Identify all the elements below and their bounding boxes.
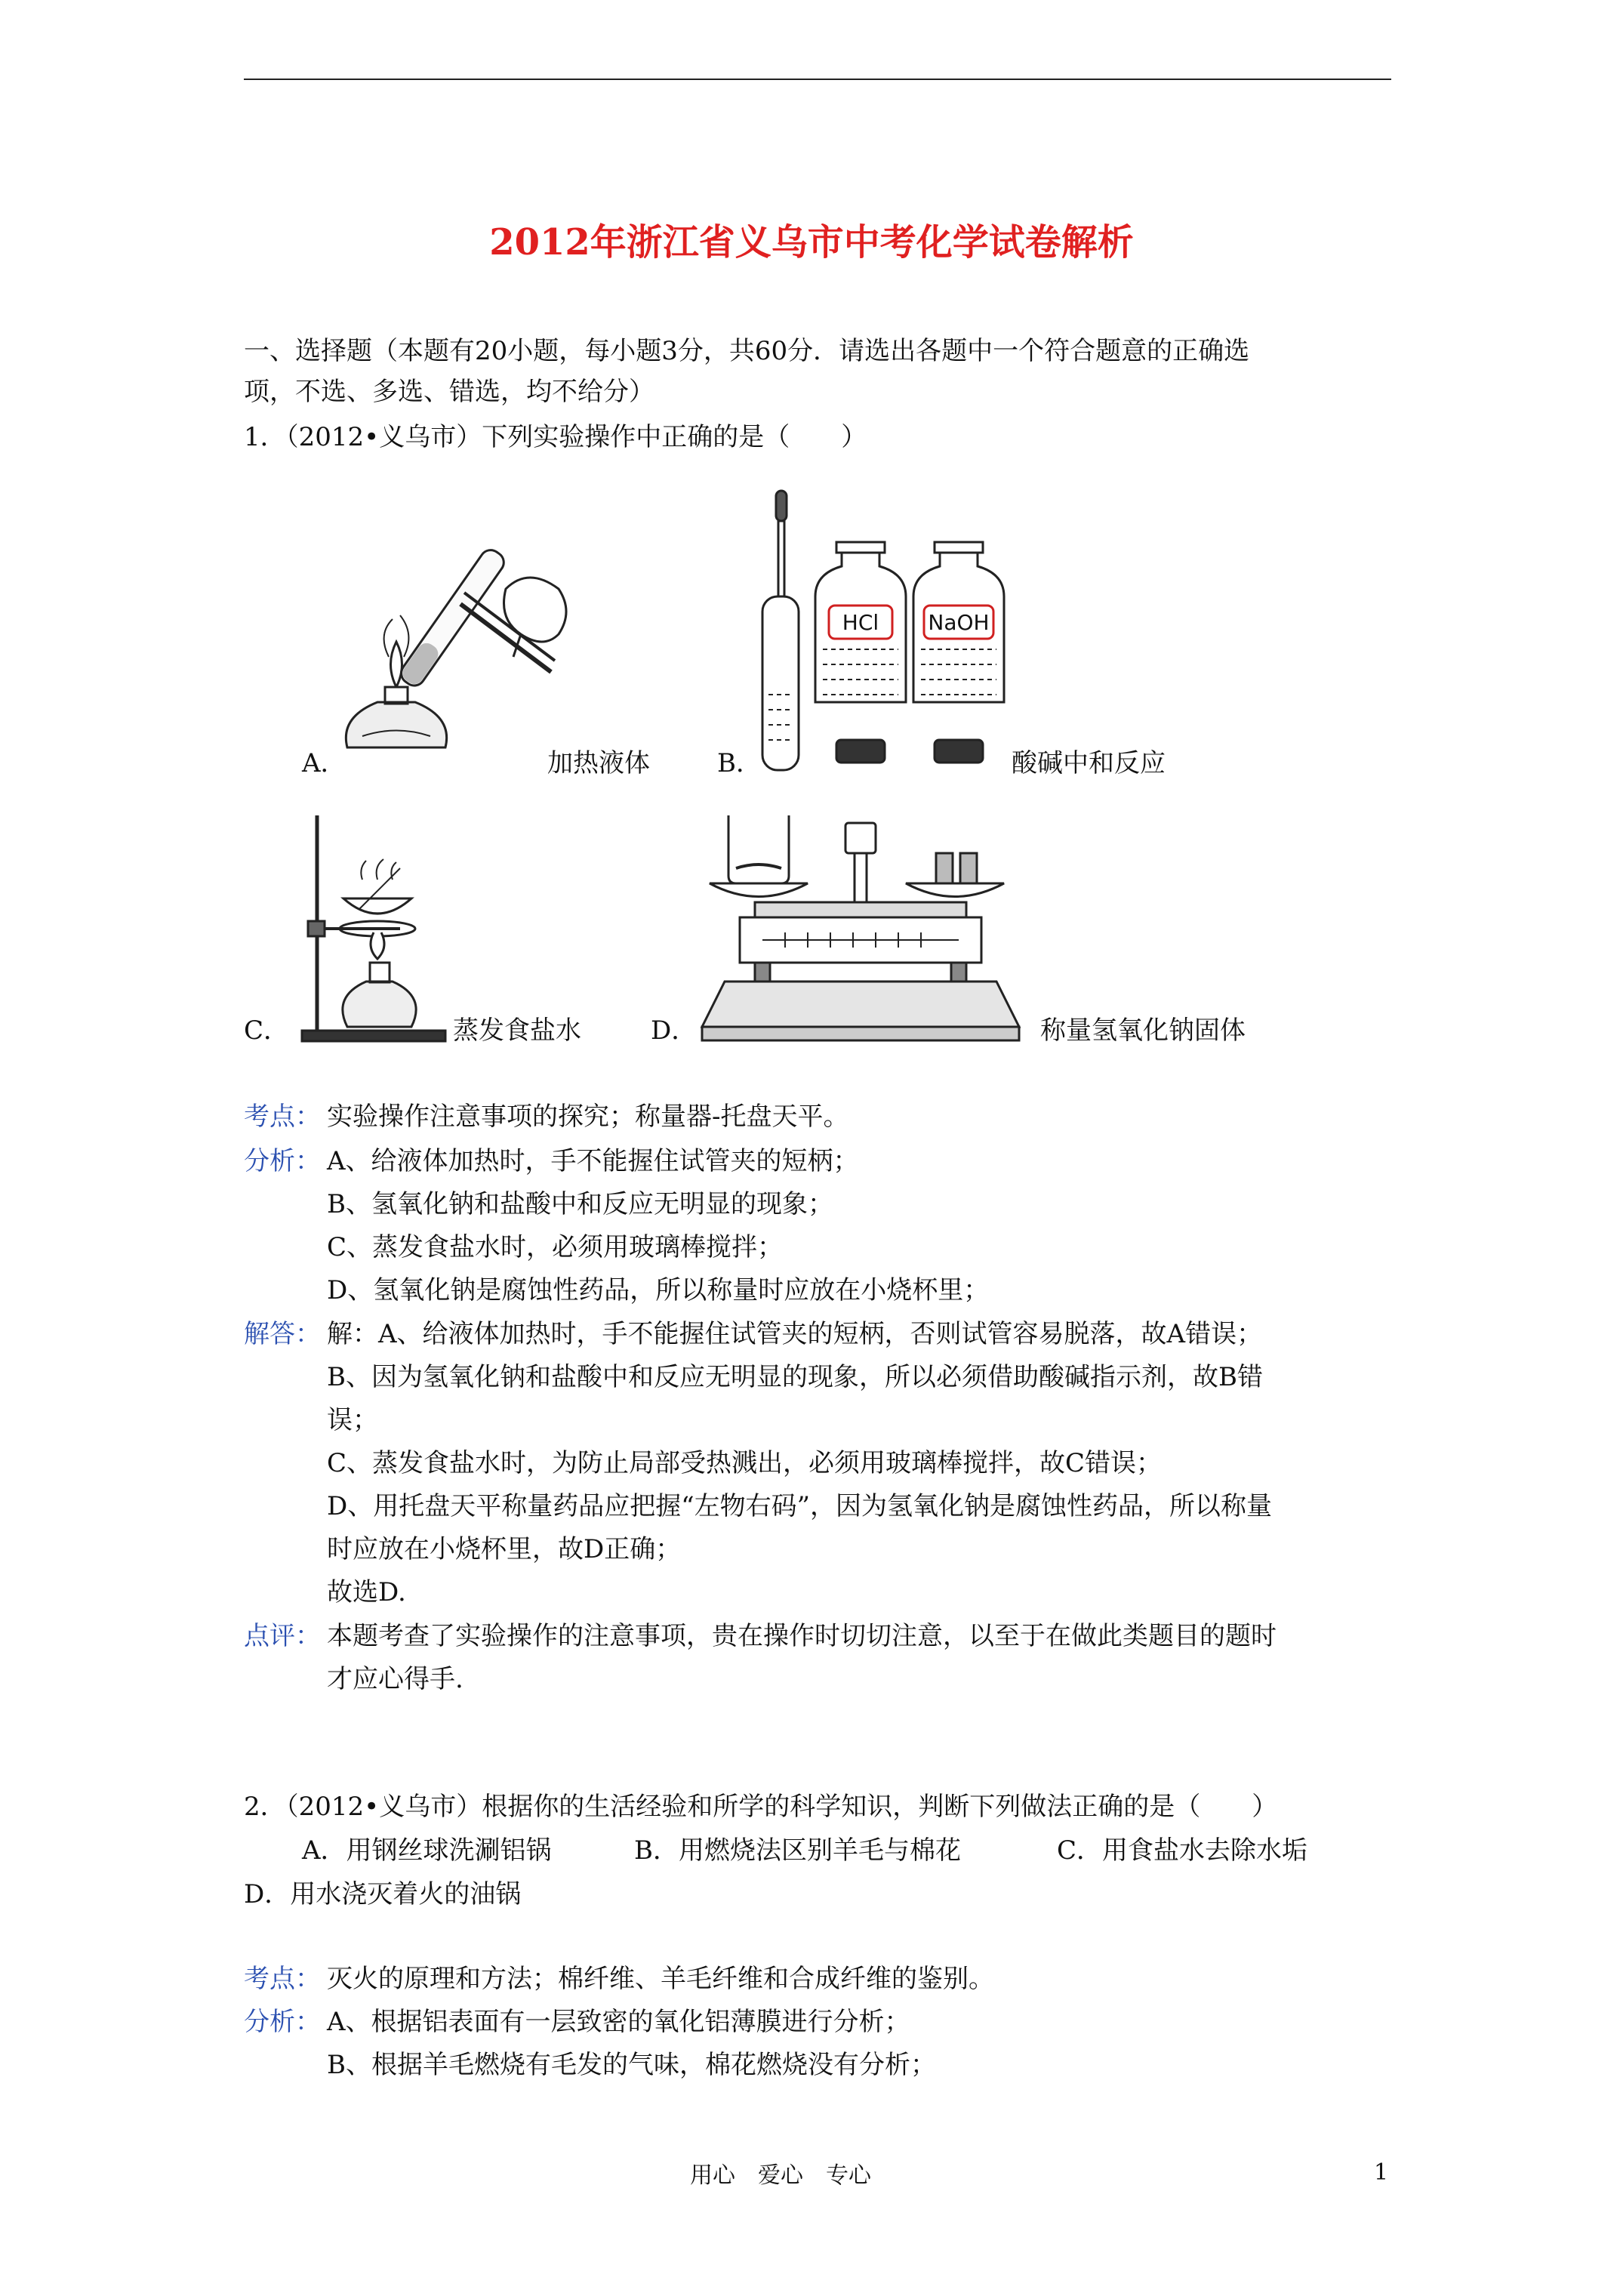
q1-fenxi-label: 分析： bbox=[244, 1146, 321, 1176]
q2-fenxi-line: B、根据羊毛燃烧有毛发的气味，棉花燃烧没有分析； bbox=[327, 2050, 936, 2080]
bottle-label-hcl: HCl bbox=[842, 610, 879, 635]
q2-kaodian-text: 灭火的原理和方法；棉纤维、羊毛纤维和合成纤维的鉴别。 bbox=[327, 1964, 994, 1994]
figure-c-evaporation bbox=[287, 808, 453, 1049]
q1-jieda-line: 误； bbox=[327, 1405, 378, 1435]
q2-option-b: B．用燃烧法区别羊毛与棉花 bbox=[634, 1835, 961, 1866]
q2-fenxi-line: A、根据铝表面有一层致密的氧化铝薄膜进行分析； bbox=[327, 2007, 910, 2037]
q1-jieda-label: 解答： bbox=[244, 1319, 321, 1349]
option-b-caption: 酸碱中和反应 bbox=[1012, 748, 1166, 778]
page-title: 2012年浙江省义乌市中考化学试卷解析 bbox=[489, 221, 1134, 264]
question-2-stem: 2．（2012•义乌市）根据你的生活经验和所学的科学知识，判断下列做法正确的是（ ） bbox=[244, 1792, 1278, 1822]
option-a-caption: 加热液体 bbox=[547, 748, 650, 778]
q1-fenxi-line: C、蒸发食盐水时，必须用玻璃棒搅拌； bbox=[327, 1232, 784, 1262]
page-number: 1 bbox=[1374, 2159, 1389, 2186]
option-c-letter: C． bbox=[244, 1015, 290, 1046]
q1-dianping-label: 点评： bbox=[244, 1621, 321, 1651]
q1-kaodian-label: 考点： bbox=[244, 1102, 321, 1132]
figure-d-balance-weighing bbox=[694, 808, 1027, 1049]
q1-jieda-line: C、蒸发食盐水时，为防止局部受热溅出，必须用玻璃棒搅拌，故C错误； bbox=[327, 1448, 1163, 1478]
q1-dianping-line: 才应心得手. bbox=[327, 1664, 463, 1694]
q1-fenxi-line: B、氢氧化钠和盐酸中和反应无明显的现象； bbox=[327, 1189, 833, 1219]
q1-jieda-line: 故选D. bbox=[327, 1577, 406, 1607]
q1-jieda-line: 时应放在小烧杯里，故D正确； bbox=[327, 1534, 682, 1564]
q1-fenxi-line: A、给液体加热时，手不能握住试管夹的短柄； bbox=[327, 1146, 859, 1176]
q2-option-c: C．用食盐水去除水垢 bbox=[1057, 1835, 1308, 1866]
q1-jieda-line: 解：A、给液体加热时，手不能握住试管夹的短柄，否则试管容易脱落，故A错误； bbox=[327, 1319, 1263, 1349]
q1-jieda-line: B、因为氢氧化钠和盐酸中和反应无明显的现象，所以必须借助酸碱指示剂，故B错 bbox=[327, 1362, 1263, 1392]
option-a-letter: A． bbox=[302, 748, 346, 778]
section-header-line2: 项，不选、多选、错选，均不给分） bbox=[244, 377, 654, 407]
q1-fenxi-line: D、氢氧化钠是腐蚀性药品，所以称量时应放在小烧杯里； bbox=[327, 1275, 990, 1305]
q2-fenxi-label: 分析： bbox=[244, 2007, 321, 2037]
option-d-caption: 称量氢氧化钠固体 bbox=[1040, 1015, 1246, 1046]
q2-kaodian-label: 考点： bbox=[244, 1964, 321, 1994]
bottle-label-naoh: NaOH bbox=[928, 610, 990, 635]
figure-a-heating-liquid bbox=[332, 544, 581, 763]
q1-kaodian-text: 实验操作注意事项的探究；称量器-托盘天平。 bbox=[327, 1102, 849, 1132]
option-d-letter: D． bbox=[651, 1015, 698, 1046]
q2-option-d: D．用水浇灭着火的油锅 bbox=[244, 1879, 522, 1909]
q2-option-a: A．用钢丝球洗涮铝锅 bbox=[302, 1835, 552, 1866]
q1-dianping-line: 本题考查了实验操作的注意事项，贵在操作时切切注意，以至于在做此类题目的题时 bbox=[327, 1621, 1277, 1651]
option-b-letter: B． bbox=[717, 748, 762, 778]
header-rule bbox=[244, 79, 1391, 80]
q1-jieda-line: D、用托盘天平称量药品应把握“左物右码”，因为氢氧化钠是腐蚀性药品，所以称量 bbox=[327, 1491, 1273, 1521]
figure-b-neutralization bbox=[755, 476, 1027, 778]
footer-motto: 用心 爱心 专心 bbox=[690, 2162, 871, 2189]
option-c-caption: 蒸发食盐水 bbox=[453, 1015, 581, 1046]
question-1-stem: 1．（2012•义乌市）下列实验操作中正确的是（ ） bbox=[244, 422, 867, 452]
section-header-line1: 一、选择题（本题有20小题，每小题3分，共60分．请选出各题中一个符合题意的正确选 bbox=[244, 336, 1250, 366]
